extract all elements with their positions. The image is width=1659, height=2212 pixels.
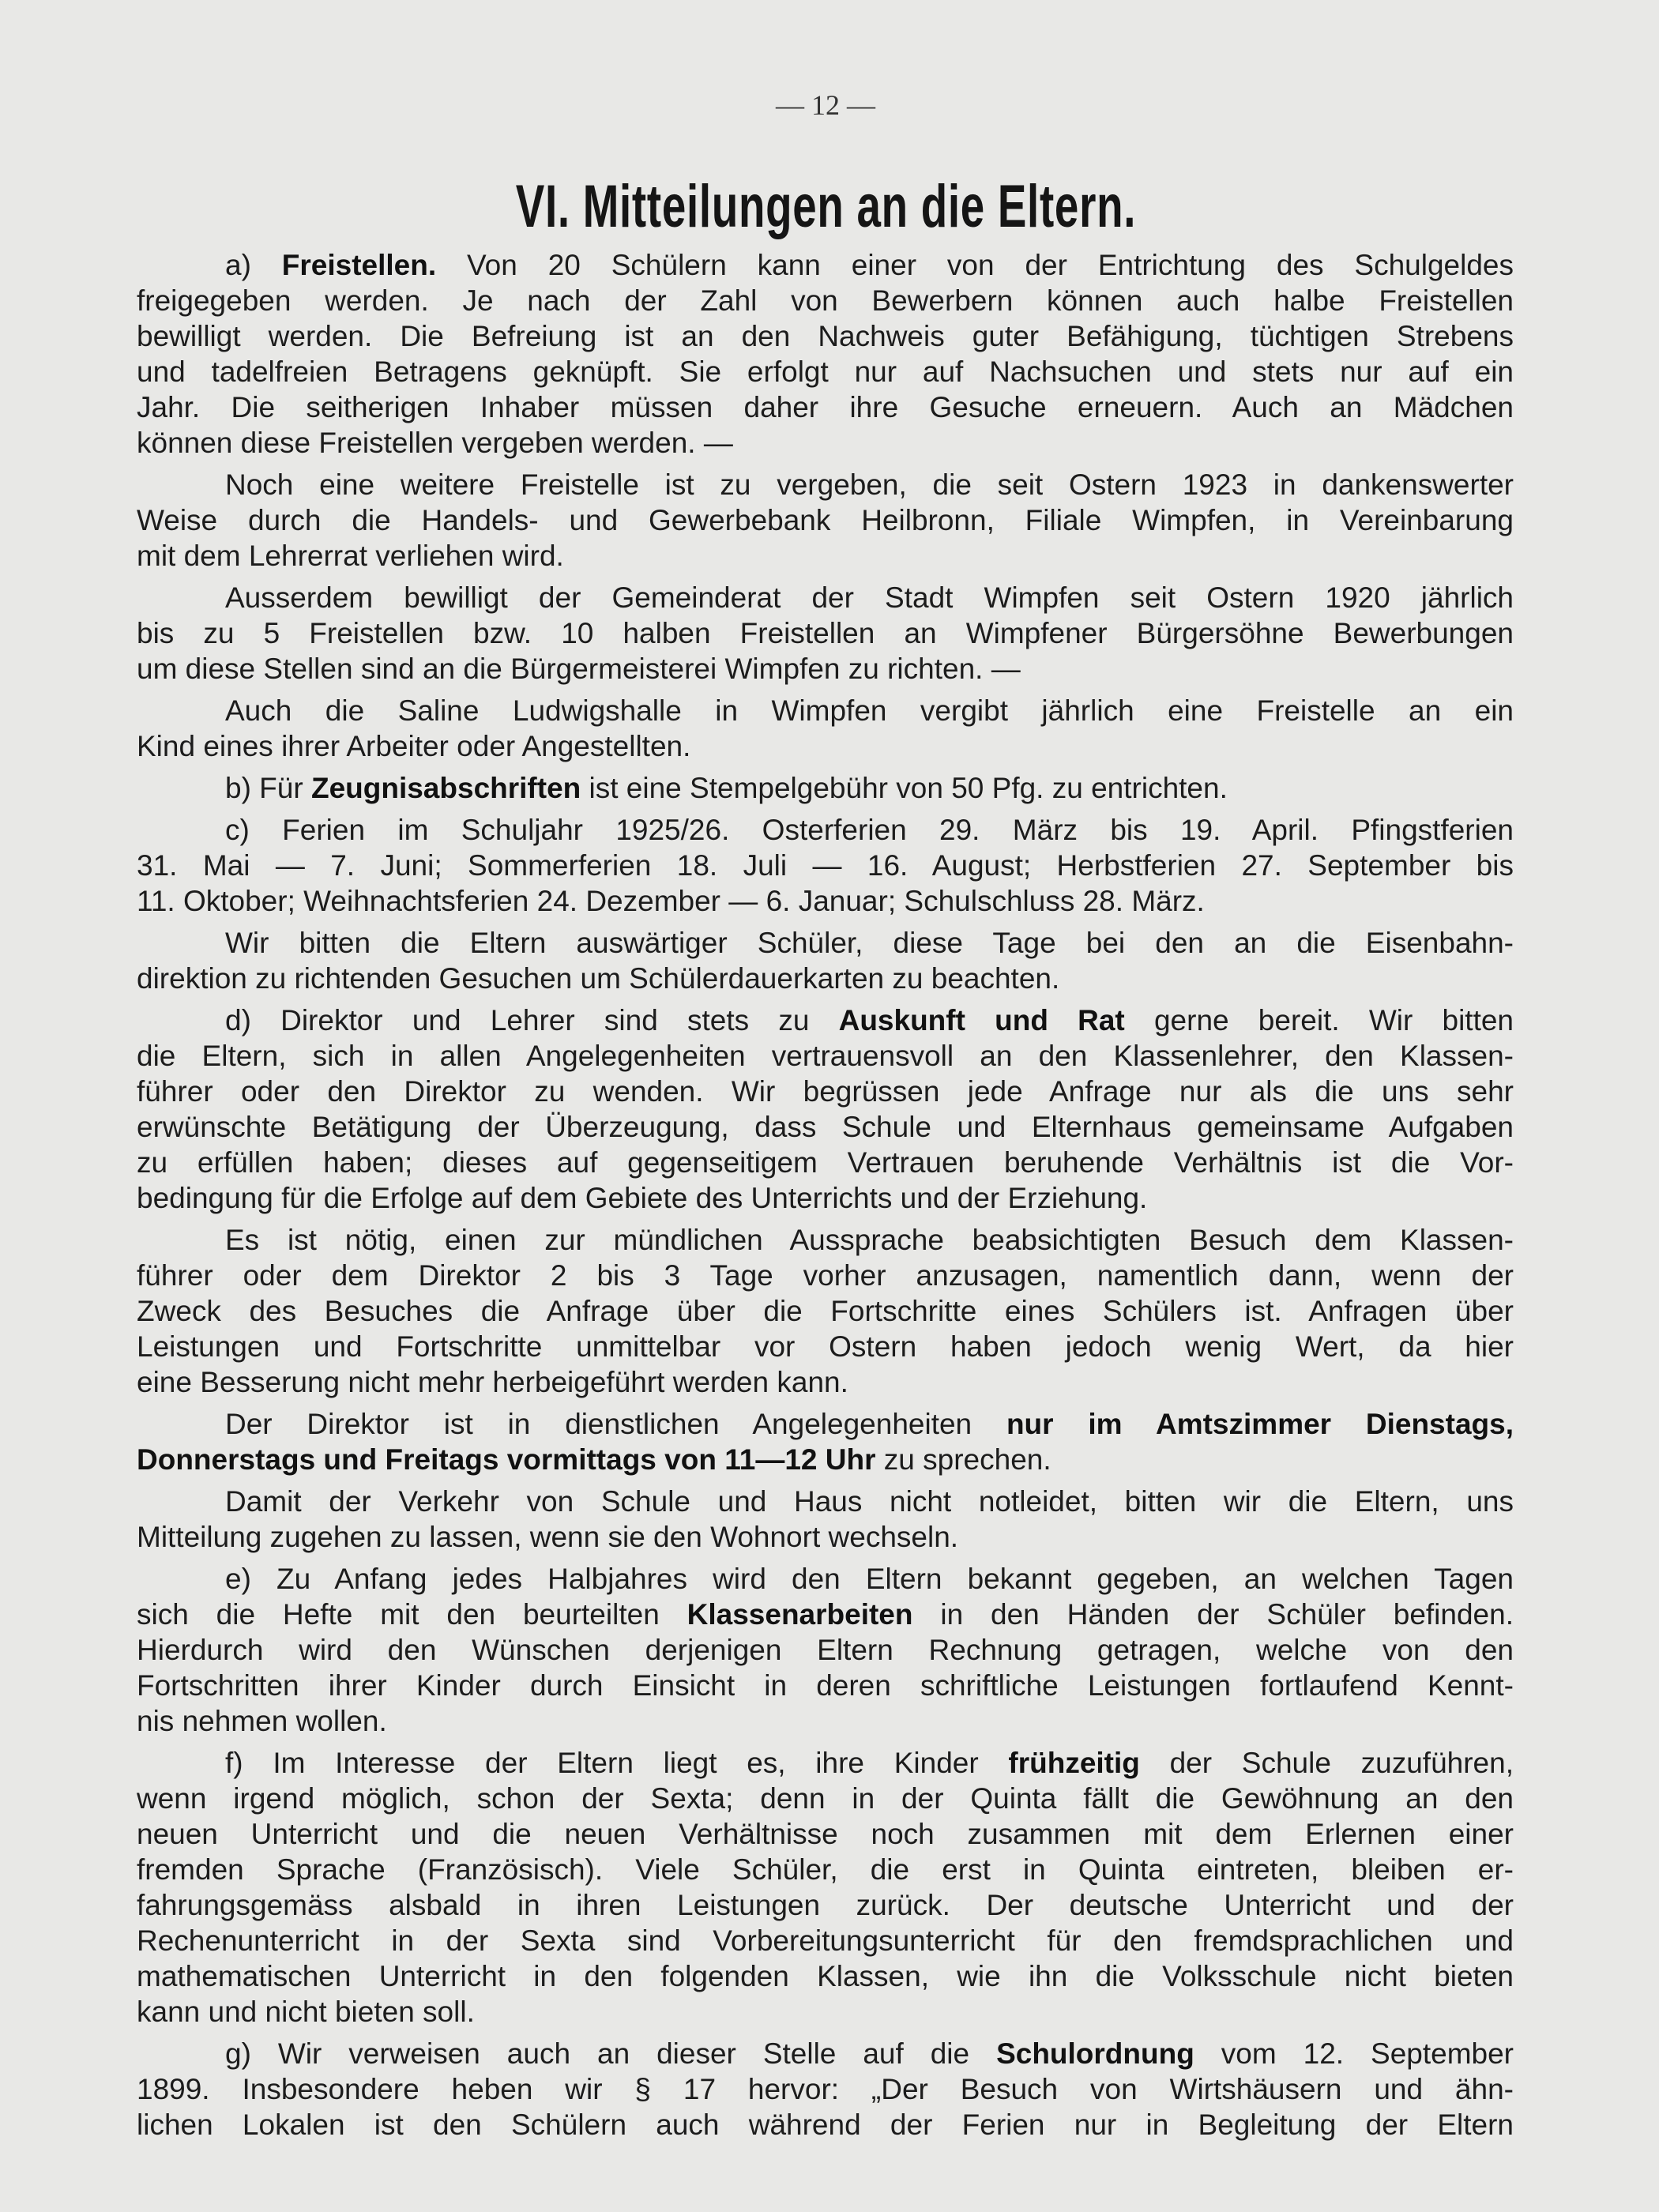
paragraph	[137, 1745, 1514, 2030]
paragraph	[137, 1561, 1514, 1739]
text-line: können diese Freistellen vergeben werden. —	[137, 427, 733, 459]
bold-text: Auskunft und Rat	[838, 1004, 1125, 1036]
text-line: Donnerstags und Freitags vormittags von 11—12 Uhr zu sprechen.	[137, 1443, 1051, 1476]
text-line: c) Ferien im Schuljahr 1925/26. Osterferien 29. März bis 19. April. Pfingstferien	[225, 814, 1514, 846]
text-line: 1899. Insbesondere heben wir § 17 hervor: „Der Besuch von Wirtshäusern und ähn-	[137, 2073, 1514, 2105]
text-line: sich die Hefte mit den beurteilten Klassenarbeiten in den Händen der Schüler befinden.	[137, 1598, 1514, 1631]
bold-text: Klassenarbeiten	[687, 1598, 913, 1631]
paragraph	[137, 580, 1514, 687]
text-line: neuen Unterricht und die neuen Verhältnisse noch zusammen mit dem Erlernen einer	[137, 1818, 1514, 1850]
text-line: a) Freistellen. Von 20 Schülern kann einer von der Entrichtung des Schulgeldes	[225, 249, 1514, 281]
paragraph	[137, 1003, 1514, 1216]
bold-text: Zeugnisabschriften	[310, 772, 581, 804]
text-line: 11. Oktober; Weihnachtsferien 24. Dezember — 6. Januar; Schulschluss 28. März.	[137, 885, 1205, 917]
paragraph	[137, 770, 1514, 806]
paragraph	[137, 1222, 1514, 1400]
text-line: lichen Lokalen ist den Schülern auch während der Ferien nur in Begleitung der Eltern	[137, 2109, 1514, 2141]
text-line: Weise durch die Handels- und Gewerbebank Heilbronn, Filiale Wimpfen, in Vereinbarung	[137, 504, 1514, 536]
text-line: Kind eines ihrer Arbeiter oder Angestellten.	[137, 730, 691, 762]
text-line: Auch die Saline Ludwigshalle in Wimpfen vergibt jährlich eine Freistelle an ein	[225, 694, 1514, 727]
text-line: Hierdurch wird den Wünschen derjenigen Eltern Rechnung getragen, welche von den	[137, 1634, 1514, 1666]
paragraph	[137, 925, 1514, 996]
paragraph	[137, 247, 1514, 461]
text-line: und tadelfreien Betragens geknüpft. Sie erfolgt nur auf Nachsuchen und stets nur auf ein	[137, 356, 1514, 388]
text-line: Rechenunterricht in der Sexta sind Vorbereitungsunterricht für den fremdsprachlichen und	[137, 1924, 1514, 1957]
text-line: bewilligt werden. Die Befreiung ist an den Nachweis guter Befähigung, tüchtigen Strebens	[137, 320, 1514, 352]
text-line: Der Direktor ist in dienstlichen Angelegenheiten nur im Amtszimmer Dienstags,	[225, 1408, 1514, 1440]
text-line: e) Zu Anfang jedes Halbjahres wird den Eltern bekannt gegeben, an welchen Tagen	[225, 1563, 1514, 1595]
text-line: erwünschte Betätigung der Überzeugung, dass Schule und Elternhaus gemeinsame Aufgaben	[137, 1111, 1514, 1143]
text-line: nis nehmen wollen.	[137, 1705, 387, 1737]
text-line: 31. Mai — 7. Juni; Sommerferien 18. Juli — 16. August; Herbstferien 27. September bis	[137, 849, 1514, 882]
paragraph	[137, 1484, 1514, 1555]
text-line: eine Besserung nicht mehr herbeigeführt werden kann.	[137, 1366, 848, 1398]
text-line: fremden Sprache (Französisch). Viele Schüler, die erst in Quinta eintreten, bleiben er-	[137, 1853, 1514, 1886]
section-title	[0, 172, 1651, 241]
page-number: — 12 —	[776, 89, 875, 121]
text-line: die Eltern, sich in allen Angelegenheiten vertrauensvoll an den Klassenlehrer, den Klassen-	[137, 1040, 1514, 1072]
text-line: führer oder den Direktor zu wenden. Wir begrüssen jede Anfrage nur als die uns sehr	[137, 1075, 1514, 1108]
text-line: Wir bitten die Eltern auswärtiger Schüler, diese Tage bei den an die Eisenbahn-	[225, 927, 1514, 959]
text-line: Fortschritten ihrer Kinder durch Einsicht in deren schriftliche Leistungen fortlaufend Kennt-	[137, 1669, 1514, 1702]
paragraph	[137, 2036, 1514, 2142]
text-line: fahrungsgemäss alsbald in ihren Leistungen zurück. Der deutsche Unterricht und der	[137, 1889, 1514, 1921]
text-line: g) Wir verweisen auch an dieser Stelle auf die Schulordnung vom 12. September	[225, 2037, 1514, 2070]
paragraph	[137, 693, 1514, 764]
text-line: f) Im Interesse der Eltern liegt es, ihre Kinder frühzeitig der Schule zuzuführen,	[225, 1747, 1514, 1779]
bold-text: Freistellen.	[281, 249, 437, 281]
paragraph	[137, 1406, 1514, 1477]
text-line: Jahr. Die seitherigen Inhaber müssen daher ihre Gesuche erneuern. Auch an Mädchen	[137, 391, 1514, 423]
bold-text: Donnerstags und Freitags vormittags von 11—12 Uhr	[137, 1443, 876, 1476]
text-line: um diese Stellen sind an die Bürgermeisterei Wimpfen zu richten. —	[137, 653, 1021, 685]
text-line: mathematischen Unterricht in den folgenden Klassen, wie ihn die Volksschule nicht bieten	[137, 1960, 1514, 1992]
bold-text: frühzeitig	[1008, 1747, 1140, 1779]
text-line: bis zu 5 Freistellen bzw. 10 halben Freistellen an Wimpfener Bürgersöhne Bewerbungen	[137, 617, 1514, 649]
bold-text: nur im Amtszimmer Dienstags,	[1006, 1408, 1514, 1440]
text-line: d) Direktor und Lehrer sind stets zu Auskunft und Rat gerne bereit. Wir bitten	[225, 1004, 1514, 1036]
paragraph	[137, 467, 1514, 574]
text-line: Ausserdem bewilligt der Gemeinderat der Stadt Wimpfen seit Ostern 1920 jährlich	[225, 581, 1514, 614]
text-line: wenn irgend möglich, schon der Sexta; denn in der Quinta fällt die Gewöhnung an den	[137, 1782, 1514, 1815]
text-line: Damit der Verkehr von Schule und Haus nicht notleidet, bitten wir die Eltern, uns	[225, 1485, 1514, 1518]
text-line: Noch eine weitere Freistelle ist zu vergeben, die seit Ostern 1923 in dankenswerter	[225, 468, 1514, 501]
text-line: Es ist nötig, einen zur mündlichen Aussprache beabsichtigten Besuch dem Klassen-	[225, 1224, 1514, 1256]
text-line: zu erfüllen haben; dieses auf gegenseitigem Vertrauen beruhende Verhältnis ist die Vor-	[137, 1146, 1514, 1179]
section-title-text: VI. Mitteilungen an die Eltern.	[515, 173, 1136, 240]
text-line: mit dem Lehrerrat verliehen wird.	[137, 540, 564, 572]
text-line: Zweck des Besuches die Anfrage über die Fortschritte eines Schülers ist. Anfragen über	[137, 1295, 1514, 1327]
text-line: führer oder dem Direktor 2 bis 3 Tage vorher anzusagen, namentlich dann, wenn der	[137, 1259, 1514, 1292]
text-line: b) Für Zeugnisabschriften ist eine Stempelgebühr von 50 Pfg. zu entrichten.	[225, 772, 1228, 804]
body-text	[137, 247, 1514, 2149]
paragraph	[137, 812, 1514, 919]
text-line: Leistungen und Fortschritte unmittelbar vor Ostern haben jedoch wenig Wert, da hier	[137, 1330, 1514, 1363]
text-line: Mitteilung zugehen zu lassen, wenn sie den Wohnort wechseln.	[137, 1521, 959, 1553]
text-line: freigegeben werden. Je nach der Zahl von Bewerbern können auch halbe Freistellen	[137, 284, 1514, 317]
text-line: bedingung für die Erfolge auf dem Gebiete des Unterrichts und der Erziehung.	[137, 1182, 1148, 1214]
text-line: kann und nicht bieten soll.	[137, 1996, 475, 2028]
text-line: direktion zu richtenden Gesuchen um Schülerdauerkarten zu beachten.	[137, 962, 1060, 995]
bold-text: Schulordnung	[996, 2037, 1194, 2070]
